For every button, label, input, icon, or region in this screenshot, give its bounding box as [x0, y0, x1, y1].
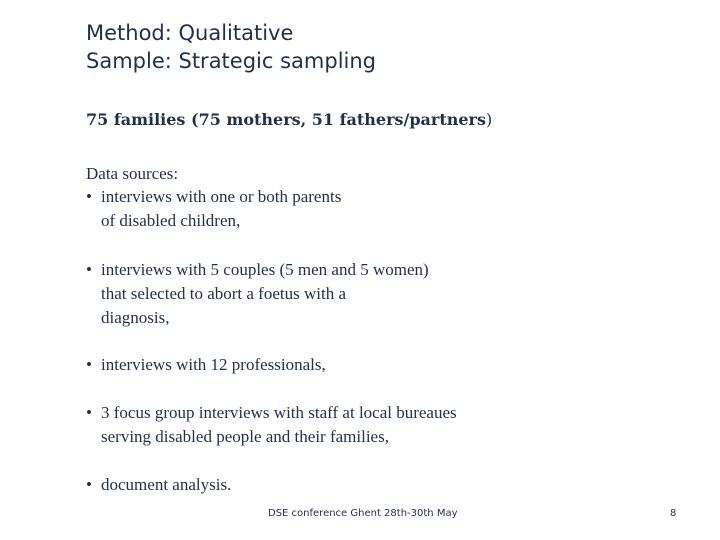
footer-conference: DSE conference Ghent 28th-30th May [268, 508, 458, 519]
bullet-item-focus-groups [86, 401, 457, 449]
data-sources-heading: Data sources: [86, 164, 179, 183]
bullet-text: interviews with 12 professionals, [101, 355, 326, 374]
bullet-text: interviews with 5 couples (5 men and 5 women) that selected to abort a foetus with a diagnosis, [101, 260, 429, 327]
bullet-item-couples-interviews [86, 258, 429, 330]
sample-summary [86, 109, 492, 131]
bullet-icon: • [86, 403, 92, 422]
bullet-icon: • [86, 260, 92, 279]
bullet-icon: • [86, 475, 92, 494]
bullet-item-professionals-interviews [86, 353, 326, 377]
bullet-icon: • [86, 187, 92, 206]
title-line-method: Method: Qualitative [86, 21, 294, 45]
bullet-item-parents-interviews [86, 185, 341, 233]
sample-summary-tail: ) [486, 110, 493, 129]
bullet-text: interviews with one or both parents of disabled children, [101, 187, 342, 230]
sample-summary-bold: 75 families (75 mothers, 51 fathers/partners [86, 110, 486, 129]
footer-page-number: 8 [670, 508, 677, 519]
bullet-text: 3 focus group interviews with staff at local bureaues serving disabled people and their families, [101, 403, 457, 446]
bullet-text: document analysis. [101, 475, 232, 494]
slide-title [86, 19, 376, 75]
bullet-icon: • [86, 355, 92, 374]
title-line-sample: Sample: Strategic sampling [86, 49, 377, 73]
bullet-item-document-analysis [86, 473, 231, 497]
